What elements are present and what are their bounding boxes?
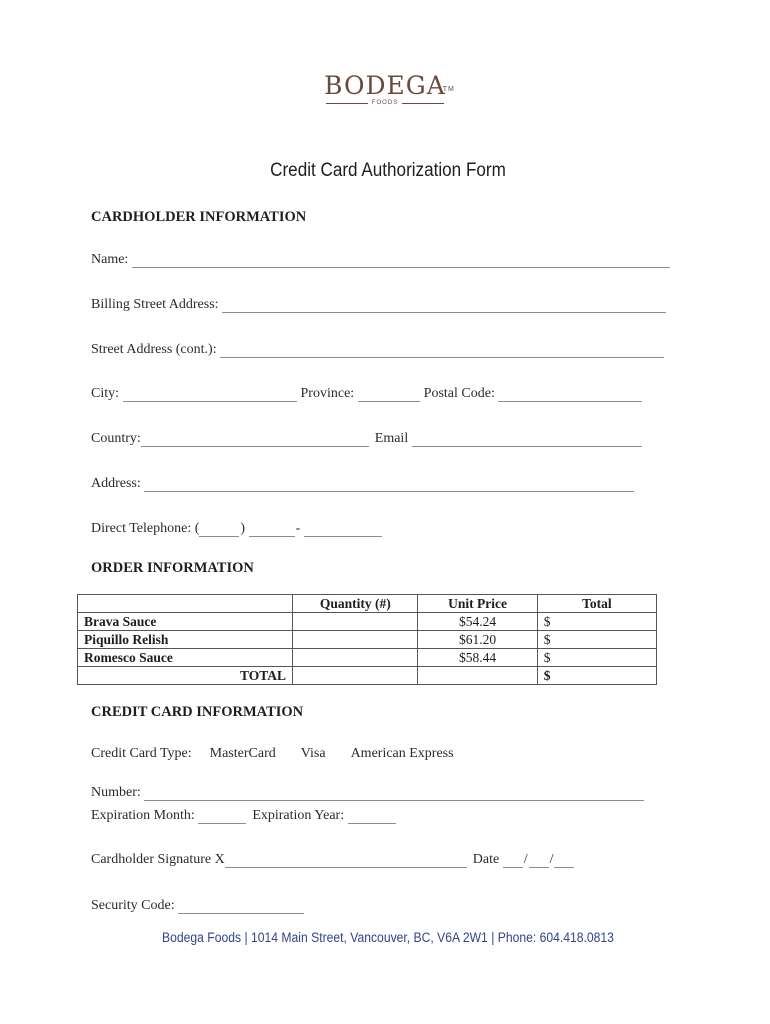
street-cont-label: Street Address (cont.): [91,342,217,357]
logo-rule-right [402,103,444,104]
card-type-visa[interactable]: Visa [300,746,326,761]
country-row [91,427,646,447]
phone-label: Direct Telephone: [91,521,192,536]
address-field[interactable] [144,477,634,492]
company-logo [0,72,770,106]
phone-close-paren: ) [240,521,246,536]
total-cell[interactable]: $ [537,631,656,649]
card-type-mastercard[interactable]: MasterCard [209,746,276,761]
card-number-row [91,781,648,801]
exp-year-label: Expiration Year: [252,808,345,823]
header-total: Total [537,595,656,613]
product-name: Romesco Sauce [78,649,293,667]
phone-prefix-field[interactable] [249,522,295,537]
exp-year-field[interactable] [348,809,396,824]
city-field[interactable] [123,387,297,402]
total-label: TOTAL [78,667,293,685]
email-label: Email [374,431,409,446]
security-code-field[interactable] [178,899,304,914]
street-cont-row [91,338,668,358]
name-row [91,248,674,268]
card-number-label: Number: [91,785,141,800]
logo-foods: FOODS [371,100,399,106]
total-cell[interactable]: $ [537,613,656,631]
province-label: Province: [300,386,355,401]
name-label: Name: [91,252,129,267]
address-label: Address: [91,476,141,491]
table-row [78,613,657,631]
quantity-cell[interactable] [293,613,418,631]
phone-dash: - [295,521,301,536]
city-row [91,382,646,402]
logo-rule-left [326,103,368,104]
security-row [91,894,308,914]
card-number-field[interactable] [144,786,644,801]
address-row [91,472,638,492]
date-year-field[interactable] [554,853,574,868]
billing-label: Billing Street Address: [91,297,219,312]
signature-field[interactable] [225,853,467,868]
billing-address-field[interactable] [222,298,666,313]
phone-area-field[interactable] [199,522,239,537]
signature-row [91,848,578,868]
product-name: Piquillo Relish [78,631,293,649]
cardholder-heading: CARDHOLDER INFORMATION [91,209,307,225]
credit-heading: CREDIT CARD INFORMATION [91,704,304,720]
security-code-label: Security Code: [91,898,175,913]
card-type-row [91,742,454,762]
logo-wordmark [324,71,455,100]
date-sep-1: / [523,852,528,867]
phone-line-field[interactable] [304,522,382,537]
unit-price: $54.24 [418,613,537,631]
exp-month-field[interactable] [198,809,246,824]
total-cell[interactable]: $ [537,649,656,667]
form-title: Credit Card Authorization Form [270,160,506,181]
date-label: Date [472,852,500,867]
quantity-cell[interactable] [293,649,418,667]
quantity-cell[interactable] [293,631,418,649]
order-table [77,594,657,685]
order-total-row [78,667,657,685]
exp-month-label: Expiration Month: [91,808,195,823]
unit-price: $61.20 [418,631,537,649]
postal-code-field[interactable] [498,387,642,402]
logo-word: BODEGA [324,71,446,100]
billing-row [91,293,670,313]
footer-contact: Bodega Foods | 1014 Main Street, Vancouver, BC, V6A 2W1 | Phone: 604.418.0813 [162,930,614,945]
signature-label: Cardholder Signature X [91,852,225,867]
total-unit-cell [418,667,537,685]
date-sep-2: / [549,852,554,867]
expiration-row [91,804,400,824]
card-type-amex[interactable]: American Express [350,746,454,761]
city-label: City: [91,386,120,401]
order-header-row [78,595,657,613]
phone-row [91,517,386,537]
unit-price: $58.44 [418,649,537,667]
postal-label: Postal Code: [423,386,495,401]
order-heading: ORDER INFORMATION [91,560,254,576]
header-quantity: Quantity (#) [293,595,418,613]
grand-total-cell[interactable]: $ [537,667,656,685]
country-label: Country: [91,431,141,446]
total-quantity-cell[interactable] [293,667,418,685]
logo-trademark: TM [442,86,455,93]
card-type-label: Credit Card Type: [91,746,192,761]
street-cont-field[interactable] [220,343,664,358]
email-field[interactable] [412,432,642,447]
name-field[interactable] [132,253,670,268]
table-row [78,649,657,667]
logo-subline [0,100,770,106]
header-product [78,595,293,613]
province-field[interactable] [358,387,420,402]
date-day-field[interactable] [529,853,549,868]
header-unit-price: Unit Price [418,595,537,613]
country-field[interactable] [141,432,369,447]
product-name: Brava Sauce [78,613,293,631]
date-month-field[interactable] [503,853,523,868]
table-row [78,631,657,649]
phone-open-paren: ( [194,521,200,536]
